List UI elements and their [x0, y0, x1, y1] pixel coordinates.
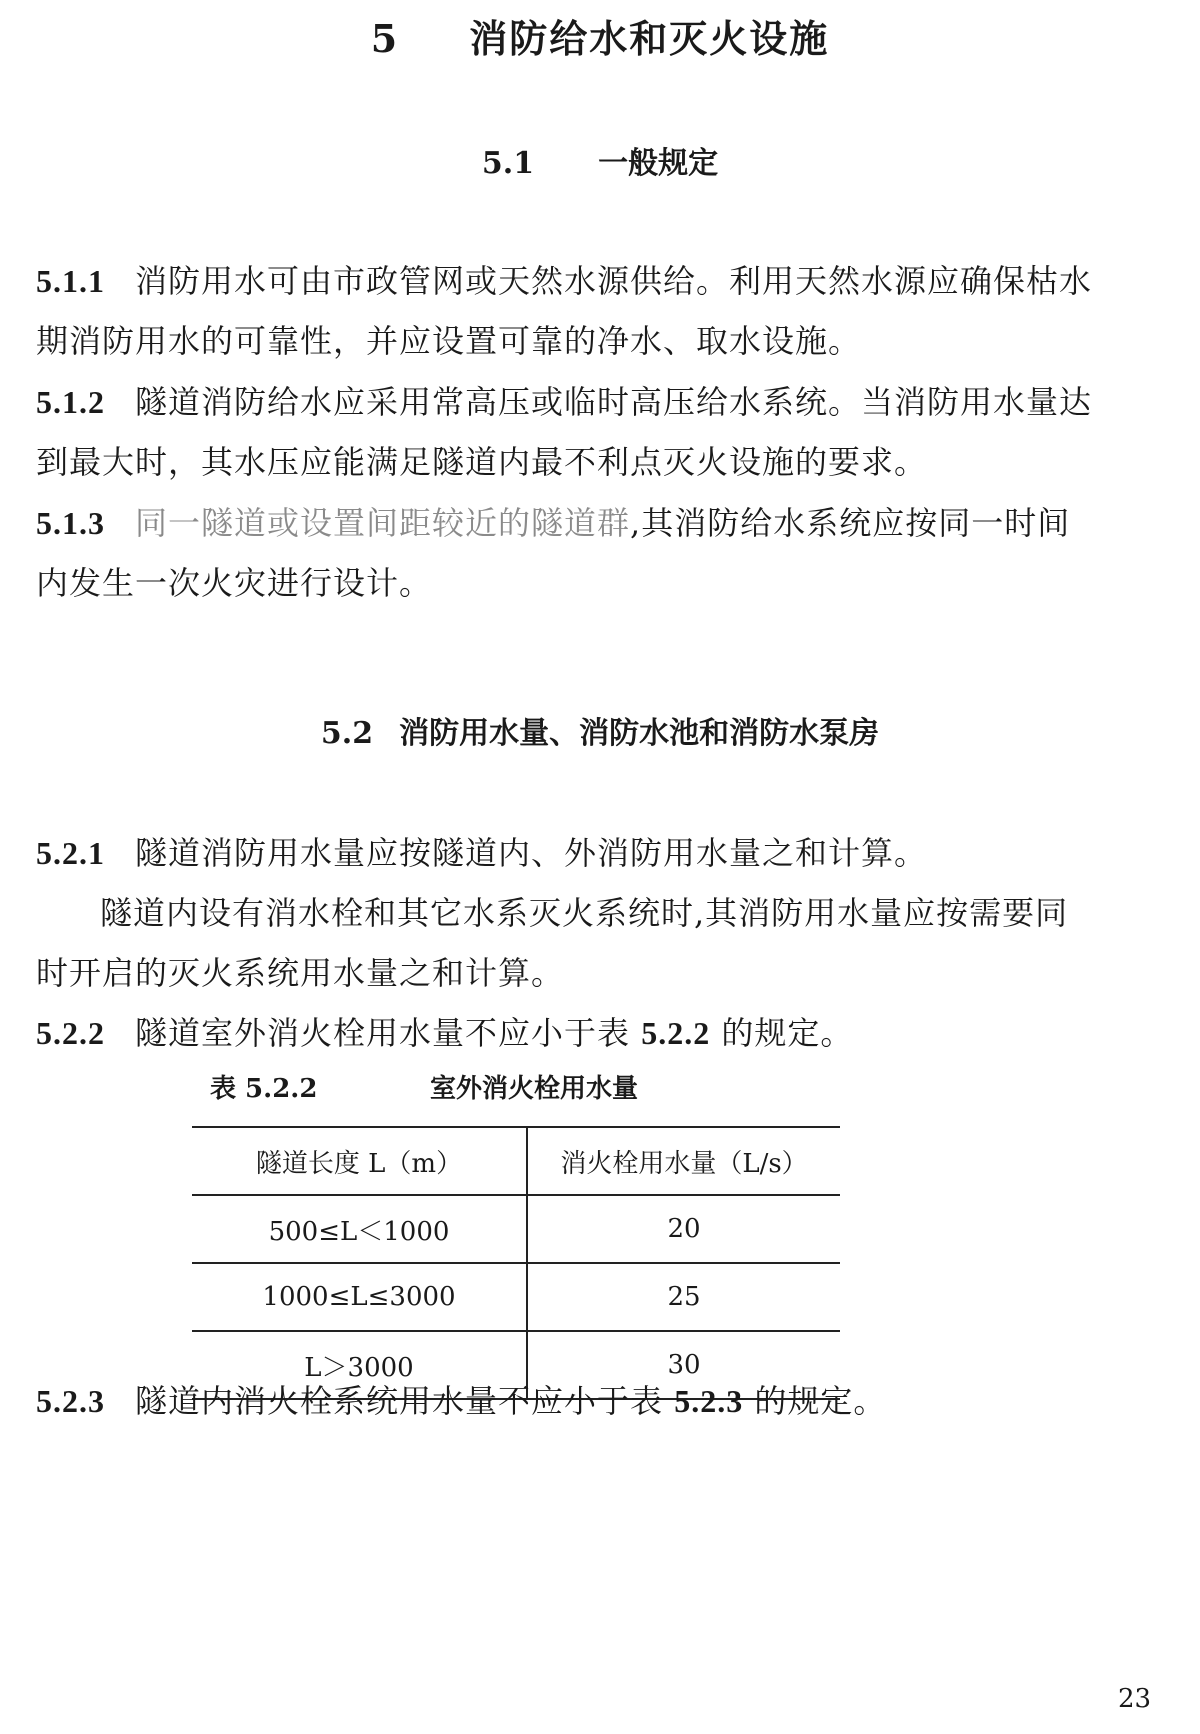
clause-number: 5.2.2 — [36, 1015, 105, 1051]
clause-5-2-1-line-1 — [36, 828, 927, 874]
clause-5-1-1-line-2: 期消防用水的可靠性，并应设置可靠的净水、取水设施。 — [36, 322, 862, 360]
section-number: 5.1 — [481, 146, 535, 181]
section-heading-5-1 — [0, 138, 1200, 182]
clause-number: 5.1.1 — [36, 263, 105, 299]
clause-number: 5.1.3 — [36, 505, 105, 541]
clause-5-2-3 — [36, 1376, 886, 1422]
table-row — [192, 1195, 840, 1263]
clause-5-1-1-line-1 — [36, 256, 1092, 302]
page-number: 23 — [1118, 1684, 1152, 1714]
section-number: 5.2 — [320, 716, 374, 751]
clause-text: 隧道消防用水量应按隧道内、外消防用水量之和计算。 — [135, 834, 928, 872]
table-reference: 5.2.3 — [674, 1383, 744, 1419]
table-cell-length: 500≤L＜1000 — [192, 1195, 527, 1263]
column-header-length: 隧道长度 L（m） — [192, 1127, 527, 1195]
column-header-flow: 消火栓用水量（L/s） — [527, 1127, 840, 1195]
table-cell-flow: 20 — [527, 1195, 840, 1263]
table-reference: 5.2.2 — [641, 1015, 711, 1051]
table-cell-flow: 30 — [527, 1331, 840, 1399]
clause-number: 5.2.3 — [36, 1383, 105, 1419]
clause-text-highlight: 同一隧道或设置间距较近的隧道群 — [135, 504, 631, 542]
clause-text-end: 的规定。 — [710, 1014, 854, 1052]
table-cell-length: 1000≤L≤3000 — [192, 1263, 527, 1331]
clause-5-1-2-line-2: 到最大时，其水压应能满足隧道内最不利点灭火设施的要求。 — [36, 443, 928, 481]
section-heading-5-2 — [0, 708, 1200, 752]
table-caption-number: 表 5.2.2 — [210, 1074, 318, 1104]
table-row — [192, 1263, 840, 1331]
hydrant-water-table — [192, 1126, 840, 1400]
clause-number: 5.1.2 — [36, 384, 105, 420]
table-caption — [210, 1068, 638, 1105]
table-cell-flow: 25 — [527, 1263, 840, 1331]
chapter-heading — [0, 8, 1200, 63]
table-caption-title: 室外消火栓用水量 — [430, 1074, 639, 1104]
clause-number: 5.2.1 — [36, 835, 105, 871]
clause-5-1-3-line-2: 内发生一次火灾进行设计。 — [36, 564, 433, 602]
clause-text: 隧道内消火栓系统用水量不应小于表 — [135, 1382, 675, 1420]
clause-5-2-1-para-2-line-1: 隧道内设有消水栓和其它水系灭火系统时,其消防用水量应按需要同 — [100, 894, 1069, 932]
chapter-title: 消防给水和灭火设施 — [469, 16, 830, 61]
clause-text: 隧道室外消火栓用水量不应小于表 — [135, 1014, 642, 1052]
clause-text-end: 的规定。 — [743, 1382, 887, 1420]
section-title: 一般规定 — [598, 146, 719, 181]
clause-5-1-2-line-1 — [36, 377, 1092, 423]
section-title: 消防用水量、消防水池和消防水泵房 — [399, 716, 880, 751]
clause-text: 隧道消防给水应采用常高压或临时高压给水系统。当消防用水量达 — [135, 383, 1093, 421]
clause-text: 消防用水可由市政管网或天然水源供给。利用天然水源应确保枯水 — [135, 262, 1093, 300]
clause-5-2-1-para-2-line-2: 时开启的灭火系统用水量之和计算。 — [36, 954, 565, 992]
table-header-row — [192, 1127, 840, 1195]
clause-5-2-2 — [36, 1008, 853, 1054]
clause-5-1-3-line-1 — [36, 498, 1070, 544]
chapter-number: 5 — [370, 16, 400, 61]
clause-text: ,其消防给水系统应按同一时间 — [630, 504, 1071, 542]
table-cell-length: L＞3000 — [192, 1331, 527, 1399]
